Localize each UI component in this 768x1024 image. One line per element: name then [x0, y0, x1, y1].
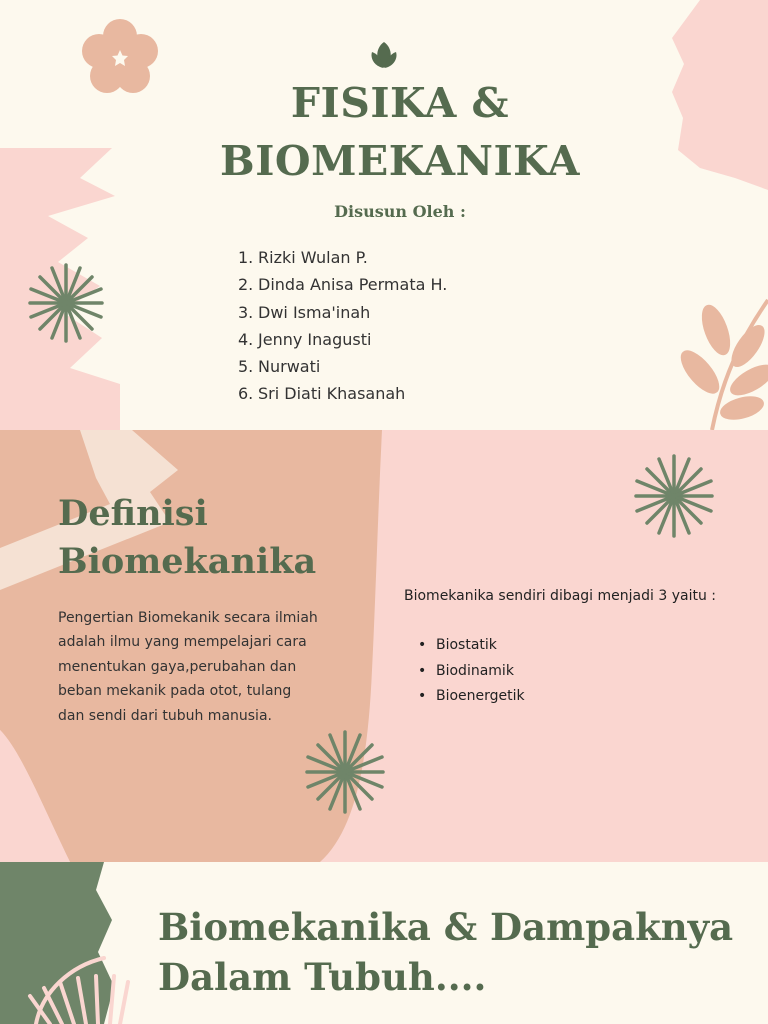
author-list — [238, 244, 447, 408]
author-item — [238, 380, 447, 407]
author-item — [238, 326, 447, 353]
impact-slide — [0, 862, 768, 1024]
starburst-icon — [307, 732, 383, 812]
author-item — [238, 353, 447, 380]
heading-line-2: Dalam Tubuh.... — [158, 955, 487, 999]
author-number: 3. — [238, 302, 254, 322]
category-label: Bioenergetik — [436, 688, 525, 704]
starburst-icon — [636, 456, 712, 536]
title-line-2: BIOMEKANIKA — [220, 137, 580, 185]
definition-slide — [0, 430, 768, 862]
category-list — [418, 633, 525, 710]
author-item — [238, 271, 447, 298]
title-slide — [0, 0, 768, 430]
author-name: Dinda Anisa Permata H. — [258, 275, 448, 295]
author-number: 6. — [238, 384, 254, 404]
authors-heading: Disusun Oleh : — [334, 202, 466, 221]
category-label: Biostatik — [436, 637, 497, 653]
pink-blob-top-right — [672, 0, 768, 190]
starburst-icon — [30, 265, 102, 341]
author-name: Jenny Inagusti — [258, 329, 372, 349]
author-number: 1. — [238, 248, 254, 267]
author-name: Sri Diati Khasanah — [258, 384, 406, 404]
author-name: Rizki Wulan P. — [258, 248, 368, 267]
branch-icon — [675, 300, 768, 430]
author-number: 4. — [238, 329, 254, 349]
author-name: Nurwati — [258, 357, 321, 377]
author-name: Dwi Isma'inah — [258, 302, 371, 322]
definition-paragraph: Pengertian Biomekanik secara ilmiah adalah ilmu yang mempelajari cara menentukan gaya,perubahan dan beban mekanik pada otot, tulang dan sendi dari tubuh manusia. — [58, 610, 318, 724]
author-item — [238, 299, 447, 326]
author-number: 5. — [238, 357, 254, 377]
category-item: • Biodinamik — [418, 662, 514, 679]
author-item — [238, 244, 447, 271]
leaf-logo-icon — [371, 42, 396, 68]
category-item: • Biostatik — [418, 637, 497, 653]
category-item: • Bioenergetik — [418, 688, 525, 704]
author-number: 2. — [238, 275, 254, 295]
flower-icon — [82, 19, 158, 93]
definition-heading — [58, 490, 316, 586]
categories-intro: Biomekanika sendiri dibagi menjadi 3 yaitu : — [404, 588, 716, 604]
title-line-1: FISIKA & — [290, 79, 510, 127]
impact-heading — [158, 902, 733, 1002]
heading-line-2: Biomekanika — [58, 541, 317, 582]
heading-line-1: Biomekanika & Dampaknya — [158, 905, 734, 949]
heading-line-1: Definisi — [58, 493, 208, 534]
presentation-title — [150, 74, 650, 190]
category-label: Biodinamik — [436, 662, 514, 679]
